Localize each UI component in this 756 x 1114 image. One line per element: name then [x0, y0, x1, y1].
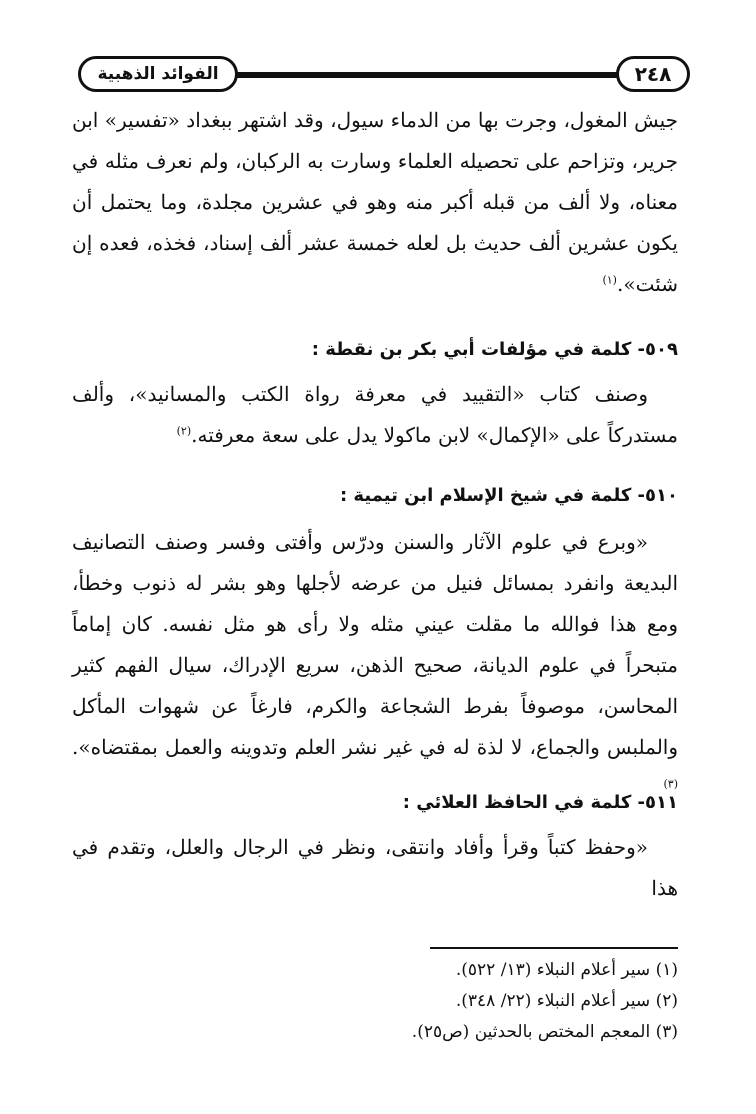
footnote-3: (٣) المعجم المختص بالحدثين (ص٢٥).: [411, 1022, 678, 1042]
paragraph-continued: [72, 100, 678, 305]
paragraph-text: «وحفظ كتباً وقرأ وأفاد وانتقى، ونظر في الرجال والعلل، وتقدم في هذا: [72, 835, 678, 900]
paragraph-510: [72, 522, 678, 809]
footnote-2: (٢) سير أعلام النبلاء (٢٢/ ٣٤٨).: [455, 991, 678, 1011]
page-number: ٢٤٨: [616, 56, 690, 92]
paragraph-511: [72, 827, 678, 909]
section-heading-510: ٥١٠- كلمة في شيخ الإسلام ابن تيمية :: [339, 485, 678, 506]
page-header: [70, 52, 690, 100]
book-title: الفوائد الذهبية: [78, 56, 238, 92]
footnote-rule: [430, 947, 678, 949]
paragraph-text: «وبرع في علوم الآثار والسنن ودرّس وأفتى وفسر وصنف التصانيف البديعة وانفرد بمسائل فنيل من عرضه لأجلها وهو بشر له ذنوب وخطأ، ومع هذا فوالله ما مقلت عيني مثله ولا رأى هو مثل نفسه. كان إماماً متبحراً في علوم الديانة، صحيح الذهن، سريع الإدراك، سيال الفهم كثير المحاسن، موصوفاً بفرط الشجاعة والكرم، فارغاً عن شهوات المأكل والملبس والجماع، لا لذة له في غير نشر العلم وتدوينه والعمل بمقتضاه».: [72, 530, 678, 759]
header-rule: [220, 72, 620, 78]
footnote-ref: (٣): [663, 777, 678, 791]
paragraph-text: جيش المغول، وجرت بها من الدماء سيول، وقد اشتهر ببغداد «تفسير» ابن جرير، وتزاحم على تحصيله العلماء وسارت به الركبان، ولم نعرف مثله في معناه، ولا ألف من قبله أكبر منه وهو في عشرين مجلدة، وما يحتمل أن يكون عشرين ألف حديث بل لعله خمسة عشر ألف إسناد، فخذه، فعده إن شئت».: [72, 108, 678, 296]
footnote-1: (١) سير أعلام النبلاء (١٣/ ٥٢٢).: [455, 960, 678, 980]
section-heading-509: ٥٠٩- كلمة في مؤلفات أبي بكر بن نقطة :: [311, 339, 678, 360]
section-heading-511: ٥١١- كلمة في الحافظ العلائي :: [402, 792, 678, 813]
footnote-ref: (١): [602, 273, 617, 287]
paragraph-text: وصنف كتاب «التقييد في معرفة رواة الكتب والمسانيد»، وألف مستدركاً على «الإكمال» لابن ماكولا يدل على سعة معرفته.: [72, 382, 678, 447]
paragraph-509: [72, 374, 678, 456]
footnotes: [72, 955, 678, 1048]
footnote-ref: (٢): [176, 424, 192, 438]
